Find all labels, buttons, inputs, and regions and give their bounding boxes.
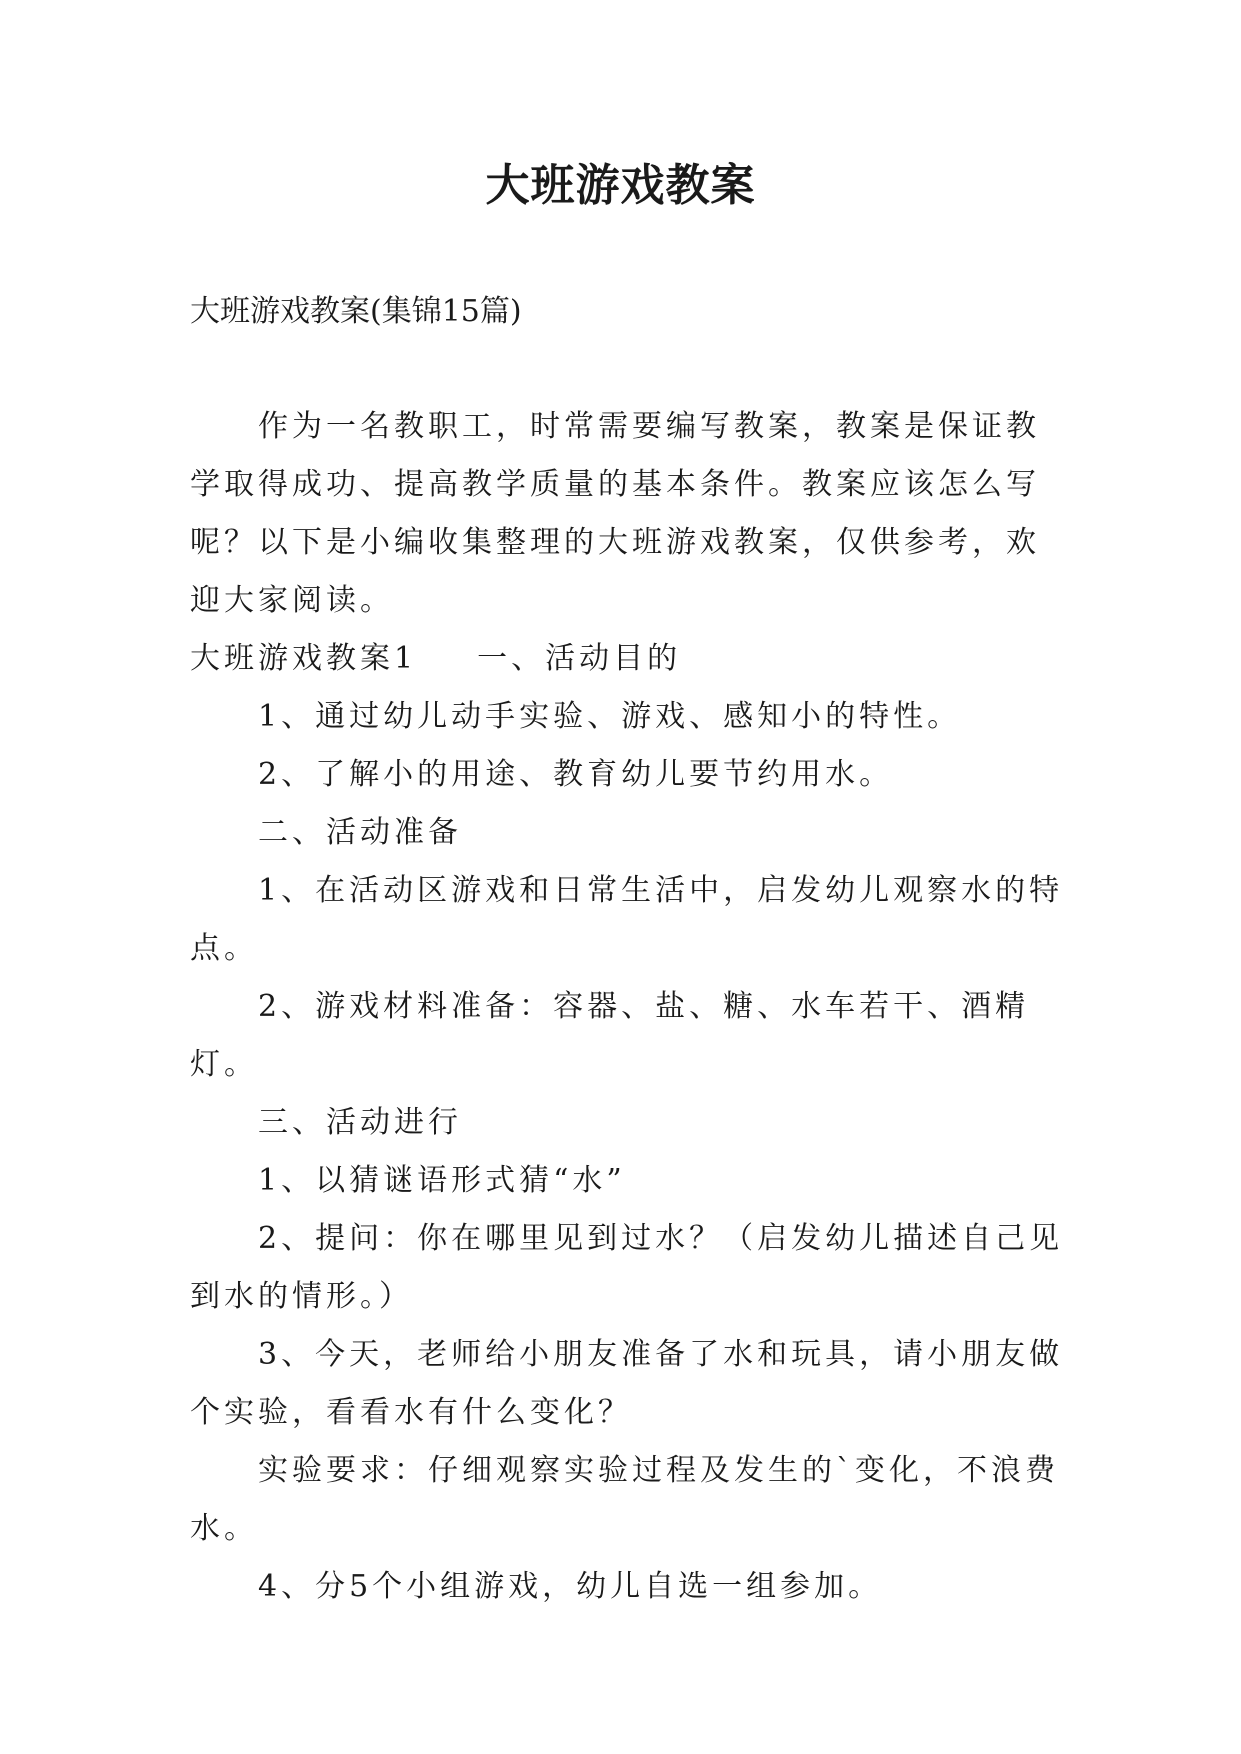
section-heading: 大班游戏教案1 bbox=[190, 641, 418, 676]
list-item: 4、分5个小组游戏，幼儿自选一组参加。 bbox=[258, 1569, 883, 1604]
section-subheading: 三、活动进行 bbox=[258, 1105, 462, 1140]
intro-paragraph: 作为一名教职工，时常需要编写教案，教案是保证教学取得成功、提高教学质量的基本条件。教案应该怎么写呢？以下是小编收集整理的大班游戏教案，仅供参考，欢迎大家阅读。 bbox=[190, 409, 1040, 618]
list-item: 1、通过幼儿动手实验、游戏、感知小的特性。 bbox=[258, 699, 962, 734]
list-item: 1、在活动区游戏和日常生活中，启发幼儿观察水的特点。 bbox=[190, 873, 1064, 966]
document-body bbox=[190, 398, 1070, 1616]
list-item: 1、以猜谜语形式猜“水” bbox=[258, 1163, 626, 1198]
list-item: 2、游戏材料准备：容器、盐、糖、水车若干、酒精灯。 bbox=[190, 989, 1030, 1082]
body-paragraph: 实验要求：仔细观察实验过程及发生的`变化，不浪费水。 bbox=[190, 1453, 1059, 1546]
page-title: 大班游戏教案 bbox=[485, 160, 756, 211]
section-subheading: 一、活动目的 bbox=[477, 641, 682, 676]
section-heading-line bbox=[190, 630, 1070, 688]
list-item: 2、了解小的用途、教育幼儿要节约用水。 bbox=[258, 757, 894, 792]
list-item: 2、提问：你在哪里见到过水？（启发幼儿描述自己见到水的情形。） bbox=[190, 1221, 1064, 1314]
list-item: 3、今天，老师给小朋友准备了水和玩具，请小朋友做个实验，看看水有什么变化？ bbox=[190, 1337, 1064, 1430]
section-subheading: 二、活动准备 bbox=[258, 815, 462, 850]
document-subtitle: 大班游戏教案(集锦15篇) bbox=[190, 294, 522, 329]
